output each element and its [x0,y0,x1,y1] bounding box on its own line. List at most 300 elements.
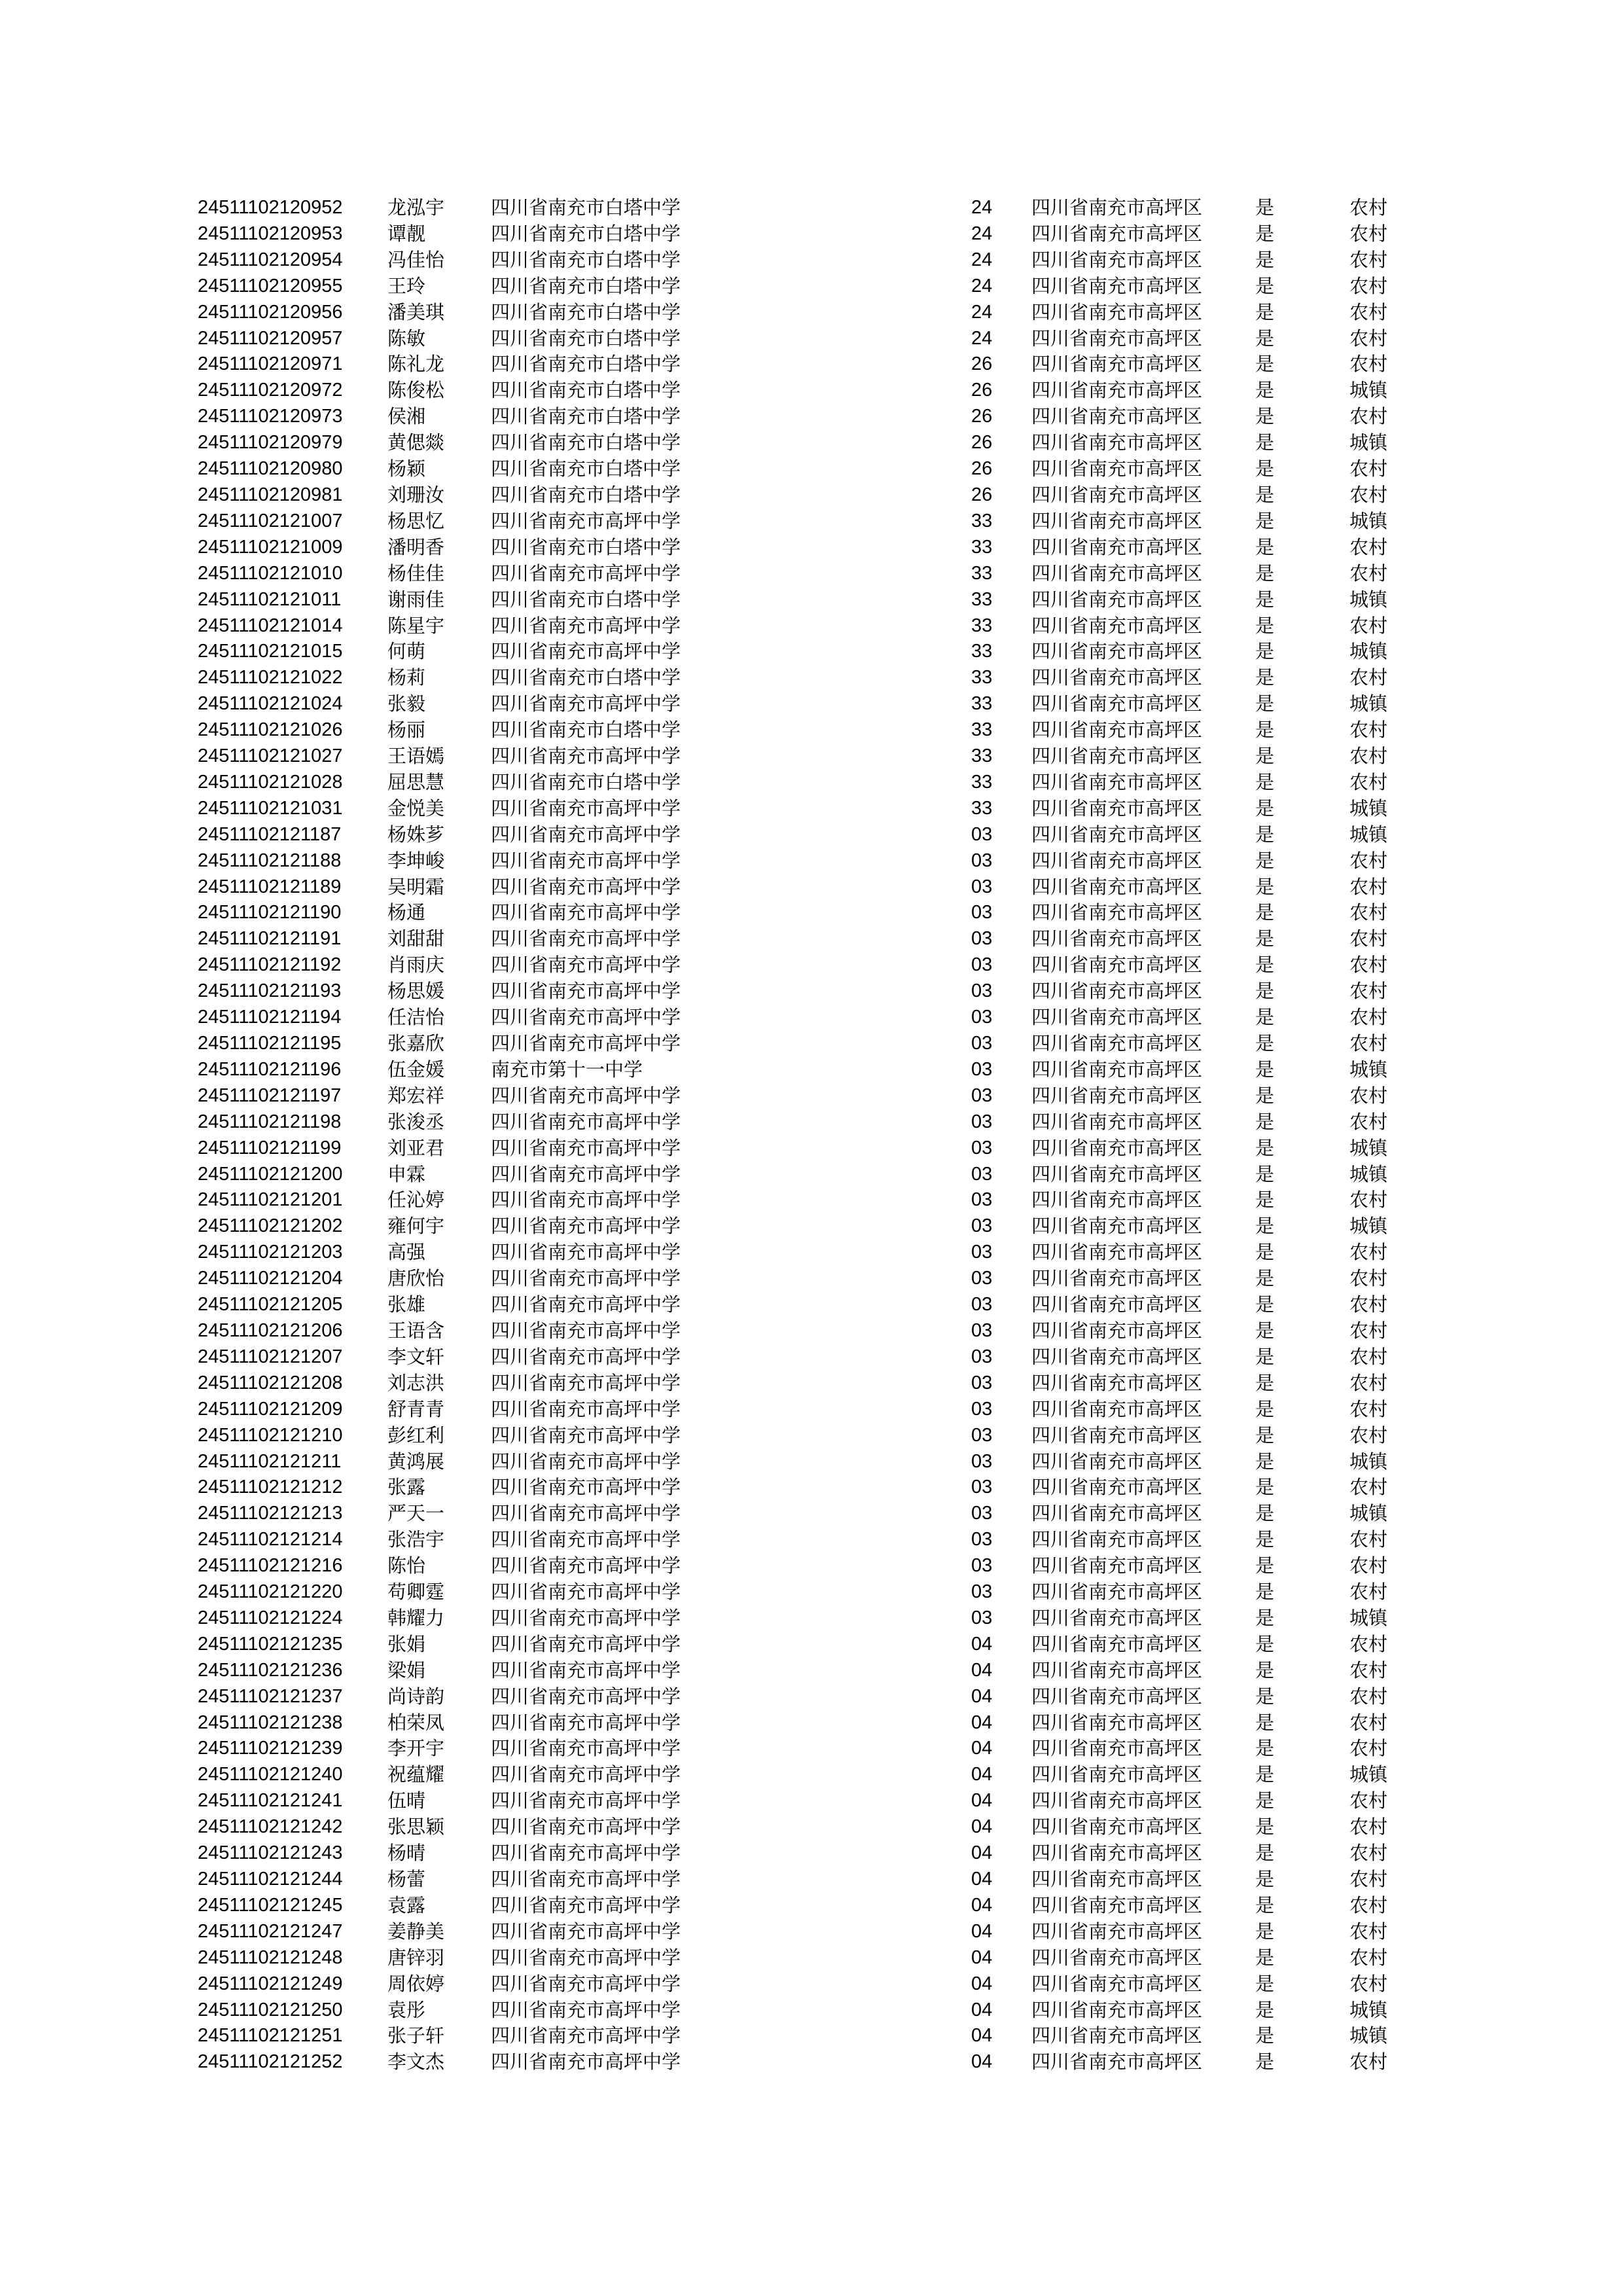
region-cell: 四川省南充市高坪区 [1031,1371,1203,1394]
residence-type-cell: 农村 [1349,1868,1388,1890]
student-name-cell: 伍晴 [387,1789,426,1812]
student-id-cell: 24511102121192 [198,954,342,976]
student-name-cell: 周依婷 [387,1972,445,1995]
student-id-cell: 24511102120979 [198,432,343,454]
school-cell: 四川省南充市高坪中学 [491,692,681,715]
residence-type-cell: 农村 [1349,1685,1388,1708]
region-cell: 四川省南充市高坪区 [1031,1319,1203,1342]
residence-type-cell: 城镇 [1349,2024,1388,2047]
eligibility-cell: 是 [1255,483,1275,506]
student-name-cell: 张浩宇 [387,1528,445,1551]
class-code-cell: 03 [971,1189,993,1211]
residence-type-cell: 农村 [1349,1032,1388,1054]
student-name-cell: 陈礼龙 [387,353,445,376]
student-name-cell: 龙泓宇 [387,196,445,219]
table-row [198,1658,1428,1684]
table-row [198,1292,1428,1318]
eligibility-cell: 是 [1255,535,1275,558]
class-code-cell: 03 [971,1294,993,1316]
school-cell: 四川省南充市高坪中学 [491,1946,681,1969]
region-cell: 四川省南充市高坪区 [1031,1397,1203,1420]
school-cell: 四川省南充市高坪中学 [491,1476,681,1499]
class-code-cell: 26 [971,458,993,480]
student-id-cell: 24511102121250 [198,1999,343,2020]
class-code-cell: 33 [971,641,993,662]
class-code-cell: 04 [971,1894,993,1916]
school-cell: 四川省南充市高坪中学 [491,1920,681,1943]
class-code-cell: 03 [971,980,993,1002]
table-row [198,1867,1428,1893]
residence-type-cell: 城镇 [1349,692,1388,715]
residence-type-cell: 农村 [1349,1789,1388,1812]
school-cell: 四川省南充市白塔中学 [491,457,681,480]
region-cell: 四川省南充市高坪区 [1031,327,1203,350]
eligibility-cell: 是 [1255,327,1275,350]
eligibility-cell: 是 [1255,1267,1275,1290]
student-id-cell: 24511102121211 [198,1450,342,1472]
student-name-cell: 黄鸿展 [387,1450,445,1473]
eligibility-cell: 是 [1255,875,1275,898]
table-row [198,691,1428,717]
region-cell: 四川省南充市高坪区 [1031,1606,1203,1629]
region-cell: 四川省南充市高坪区 [1031,2024,1203,2047]
residence-type-cell: 农村 [1349,1581,1388,1604]
eligibility-cell: 是 [1255,666,1275,689]
student-name-cell: 李开宇 [387,1737,445,1760]
table-row [198,1632,1428,1658]
residence-type-cell: 农村 [1349,1267,1388,1290]
eligibility-cell: 是 [1255,1345,1275,1368]
student-id-cell: 24511102120980 [198,458,343,480]
class-code-cell: 03 [971,1085,993,1106]
table-row [198,1266,1428,1292]
table-row [198,874,1428,901]
region-cell: 四川省南充市高坪区 [1031,1972,1203,1995]
residence-type-cell: 农村 [1349,901,1388,924]
class-code-cell: 04 [971,1999,993,2020]
student-id-cell: 24511102120957 [198,327,343,349]
student-name-cell: 彭红利 [387,1424,445,1446]
student-name-cell: 谢雨佳 [387,588,445,611]
eligibility-cell: 是 [1255,770,1275,793]
student-id-cell: 24511102120971 [198,353,343,375]
region-cell: 四川省南充市高坪区 [1031,614,1203,637]
eligibility-cell: 是 [1255,405,1275,428]
school-cell: 四川省南充市白塔中学 [491,248,681,271]
school-cell: 四川省南充市高坪中学 [491,797,681,819]
school-cell: 四川省南充市高坪中学 [491,2051,681,2073]
student-id-cell: 24511102121220 [198,1581,343,1603]
region-cell: 四川省南充市高坪区 [1031,1685,1203,1708]
student-name-cell: 杨蕾 [387,1868,426,1890]
school-cell: 四川省南充市高坪中学 [491,1345,681,1368]
region-cell: 四川省南充市高坪区 [1031,1528,1203,1551]
residence-type-cell: 农村 [1349,300,1388,323]
residence-type-cell: 农村 [1349,1189,1388,1211]
residence-type-cell: 农村 [1349,1371,1388,1394]
table-row [198,195,1428,221]
class-code-cell: 03 [971,1477,993,1498]
student-id-cell: 24511102121203 [198,1242,343,1263]
table-row [198,900,1428,926]
residence-type-cell: 农村 [1349,770,1388,793]
student-name-cell: 谭靓 [387,222,426,245]
student-name-cell: 杨姝芗 [387,823,445,846]
table-row [198,378,1428,404]
student-name-cell: 唐欣怡 [387,1267,445,1290]
region-cell: 四川省南充市高坪区 [1031,1946,1203,1969]
student-id-cell: 24511102121214 [198,1529,343,1551]
student-name-cell: 舒青青 [387,1397,445,1420]
residence-type-cell: 农村 [1349,483,1388,506]
table-row [198,1736,1428,1762]
eligibility-cell: 是 [1255,692,1275,715]
student-id-cell: 24511102121247 [198,1920,343,1942]
student-name-cell: 申霖 [387,1162,426,1185]
class-code-cell: 33 [971,562,993,584]
class-code-cell: 03 [971,1424,993,1446]
student-name-cell: 陈敏 [387,327,426,350]
residence-type-cell: 农村 [1349,1659,1388,1681]
class-code-cell: 03 [971,928,993,950]
region-cell: 四川省南充市高坪区 [1031,1293,1203,1316]
student-id-cell: 24511102121235 [198,1633,343,1655]
table-row [198,1998,1428,2024]
region-cell: 四川省南充市高坪区 [1031,797,1203,819]
class-code-cell: 03 [971,1268,993,1289]
region-cell: 四川省南充市高坪区 [1031,248,1203,271]
table-row [198,665,1428,691]
region-cell: 四川省南充市高坪区 [1031,2051,1203,2073]
eligibility-cell: 是 [1255,1502,1275,1525]
table-row [198,926,1428,952]
class-code-cell: 04 [971,1869,993,1890]
class-code-cell: 03 [971,1242,993,1263]
student-id-cell: 24511102121242 [198,1816,343,1838]
class-code-cell: 03 [971,1163,993,1185]
residence-type-cell: 城镇 [1349,431,1388,454]
eligibility-cell: 是 [1255,1554,1275,1577]
student-name-cell: 任沁婷 [387,1189,445,1211]
class-code-cell: 24 [971,249,993,270]
eligibility-cell: 是 [1255,2051,1275,2073]
class-code-cell: 33 [971,745,993,767]
table-row [198,1005,1428,1031]
school-cell: 四川省南充市高坪中学 [491,1032,681,1054]
residence-type-cell: 农村 [1349,1345,1388,1368]
class-code-cell: 04 [971,1946,993,1968]
school-cell: 四川省南充市高坪中学 [491,1293,681,1316]
class-code-cell: 03 [971,1503,993,1524]
school-cell: 四川省南充市高坪中学 [491,823,681,846]
student-name-cell: 张露 [387,1476,426,1499]
region-cell: 四川省南充市高坪区 [1031,353,1203,376]
student-id-cell: 24511102121014 [198,615,343,636]
residence-type-cell: 农村 [1349,1397,1388,1420]
eligibility-cell: 是 [1255,1893,1275,1916]
student-id-cell: 24511102121248 [198,1946,343,1968]
student-name-cell: 陈星宇 [387,614,445,637]
eligibility-cell: 是 [1255,431,1275,454]
region-cell: 四川省南充市高坪区 [1031,770,1203,793]
school-cell: 四川省南充市高坪中学 [491,849,681,872]
school-cell: 四川省南充市高坪中学 [491,1685,681,1708]
school-cell: 四川省南充市高坪中学 [491,1450,681,1473]
student-id-cell: 24511102121209 [198,1398,343,1420]
eligibility-cell: 是 [1255,797,1275,819]
class-code-cell: 33 [971,719,993,741]
class-code-cell: 03 [971,1033,993,1054]
student-name-cell: 肖雨庆 [387,954,445,977]
student-id-cell: 24511102121243 [198,1842,343,1864]
class-code-cell: 33 [971,588,993,610]
residence-type-cell: 农村 [1349,980,1388,1003]
table-row [198,221,1428,247]
student-name-cell: 杨思媛 [387,980,445,1003]
table-row [198,1031,1428,1057]
residence-type-cell: 城镇 [1349,1763,1388,1786]
region-cell: 四川省南充市高坪区 [1031,1842,1203,1865]
eligibility-cell: 是 [1255,196,1275,219]
residence-type-cell: 农村 [1349,1476,1388,1499]
student-name-cell: 李文杰 [387,2051,445,2073]
school-cell: 四川省南充市白塔中学 [491,274,681,297]
residence-type-cell: 城镇 [1349,797,1388,819]
student-name-cell: 苟卿霆 [387,1581,445,1604]
table-row [198,1553,1428,1579]
table-row [198,717,1428,744]
table-row [198,1136,1428,1162]
eligibility-cell: 是 [1255,1110,1275,1133]
eligibility-cell: 是 [1255,614,1275,637]
student-name-cell: 杨佳佳 [387,562,445,584]
school-cell: 四川省南充市高坪中学 [491,980,681,1003]
student-id-cell: 24511102121212 [198,1477,343,1498]
class-code-cell: 03 [971,1372,993,1393]
table-row [198,1109,1428,1136]
region-cell: 四川省南充市高坪区 [1031,849,1203,872]
eligibility-cell: 是 [1255,588,1275,611]
class-code-cell: 33 [971,615,993,636]
class-code-cell: 24 [971,301,993,323]
residence-type-cell: 农村 [1349,405,1388,428]
eligibility-cell: 是 [1255,1032,1275,1054]
student-name-cell: 袁彤 [387,1998,426,2021]
school-cell: 四川省南充市高坪中学 [491,1110,681,1133]
class-code-cell: 03 [971,1319,993,1341]
school-cell: 四川省南充市白塔中学 [491,353,681,376]
class-code-cell: 04 [971,1685,993,1707]
student-name-cell: 张娟 [387,1632,426,1655]
residence-type-cell: 农村 [1349,1816,1388,1839]
student-id-cell: 24511102121216 [198,1555,343,1577]
student-name-cell: 张思颖 [387,1816,445,1839]
student-id-cell: 24511102121224 [198,1607,343,1628]
eligibility-cell: 是 [1255,1972,1275,1995]
student-name-cell: 陈怡 [387,1554,426,1577]
class-code-cell: 26 [971,484,993,505]
residence-type-cell: 城镇 [1349,509,1388,532]
class-code-cell: 03 [971,954,993,976]
table-row [198,1710,1428,1736]
table-row [198,1684,1428,1710]
student-name-cell: 刘亚君 [387,1136,445,1159]
student-id-cell: 24511102121194 [198,1007,342,1028]
table-row [198,2023,1428,2049]
residence-type-cell: 农村 [1349,1006,1388,1029]
table-row [198,274,1428,300]
school-cell: 四川省南充市高坪中学 [491,1659,681,1681]
region-cell: 四川省南充市高坪区 [1031,1868,1203,1890]
school-cell: 四川省南充市高坪中学 [491,1397,681,1420]
residence-type-cell: 城镇 [1349,1058,1388,1081]
school-cell: 四川省南充市白塔中学 [491,588,681,611]
eligibility-cell: 是 [1255,719,1275,742]
school-cell: 四川省南充市高坪中学 [491,1424,681,1446]
region-cell: 四川省南充市高坪区 [1031,1136,1203,1159]
table-row [198,1318,1428,1344]
table-row [198,1083,1428,1109]
school-cell: 四川省南充市高坪中学 [491,1606,681,1629]
eligibility-cell: 是 [1255,1659,1275,1681]
region-cell: 四川省南充市高坪区 [1031,483,1203,506]
eligibility-cell: 是 [1255,509,1275,532]
residence-type-cell: 农村 [1349,1632,1388,1655]
table-row [198,247,1428,274]
residence-type-cell: 农村 [1349,1554,1388,1577]
class-code-cell: 26 [971,406,993,427]
student-id-cell: 24511102121191 [198,928,342,950]
class-code-cell: 04 [971,2025,993,2047]
region-cell: 四川省南充市高坪区 [1031,692,1203,715]
school-cell: 四川省南充市高坪中学 [491,1084,681,1107]
student-name-cell: 祝蕴耀 [387,1763,445,1786]
class-code-cell: 03 [971,850,993,871]
class-code-cell: 33 [971,693,993,715]
eligibility-cell: 是 [1255,1737,1275,1760]
class-code-cell: 04 [971,1790,993,1812]
table-row [198,2049,1428,2075]
school-cell: 四川省南充市高坪中学 [491,1189,681,1211]
region-cell: 四川省南充市高坪区 [1031,1084,1203,1107]
region-cell: 四川省南充市高坪区 [1031,535,1203,558]
eligibility-cell: 是 [1255,1084,1275,1107]
residence-type-cell: 农村 [1349,1737,1388,1760]
table-row [198,1605,1428,1632]
residence-type-cell: 农村 [1349,1920,1388,1943]
student-name-cell: 冯佳怡 [387,248,445,271]
region-cell: 四川省南充市高坪区 [1031,1998,1203,2021]
student-id-cell: 24511102121201 [198,1189,343,1211]
student-name-cell: 王玲 [387,274,426,297]
student-name-cell: 张嘉欣 [387,1032,445,1054]
table-row [198,1814,1428,1840]
school-cell: 四川省南充市白塔中学 [491,770,681,793]
student-name-cell: 刘珊汝 [387,483,445,506]
table-row [198,482,1428,509]
student-name-cell: 袁露 [387,1893,426,1916]
table-row [198,1762,1428,1788]
class-code-cell: 33 [971,771,993,793]
table-row [198,535,1428,561]
class-code-cell: 33 [971,667,993,689]
student-id-cell: 24511102121207 [198,1346,343,1367]
residence-type-cell: 农村 [1349,562,1388,584]
region-cell: 四川省南充市高坪区 [1031,1162,1203,1185]
eligibility-cell: 是 [1255,980,1275,1003]
student-id-cell: 24511102121238 [198,1712,343,1733]
residence-type-cell: 农村 [1349,614,1388,637]
school-cell: 四川省南充市高坪中学 [491,954,681,977]
eligibility-cell: 是 [1255,1319,1275,1342]
class-code-cell: 03 [971,1111,993,1132]
table-row [198,1501,1428,1527]
student-name-cell: 伍金媛 [387,1058,445,1081]
eligibility-cell: 是 [1255,1450,1275,1473]
student-name-cell: 王语嫣 [387,745,445,768]
residence-type-cell: 农村 [1349,745,1388,768]
residence-type-cell: 农村 [1349,1946,1388,1969]
eligibility-cell: 是 [1255,379,1275,402]
student-name-cell: 刘甜甜 [387,927,445,950]
region-cell: 四川省南充市高坪区 [1031,875,1203,898]
region-cell: 四川省南充市高坪区 [1031,1267,1203,1290]
school-cell: 四川省南充市高坪中学 [491,1972,681,1995]
region-cell: 四川省南充市高坪区 [1031,1189,1203,1211]
residence-type-cell: 农村 [1349,327,1388,350]
table-row [198,744,1428,770]
region-cell: 四川省南充市高坪区 [1031,1632,1203,1655]
eligibility-cell: 是 [1255,1528,1275,1551]
class-code-cell: 03 [971,1398,993,1420]
student-name-cell: 高强 [387,1241,426,1264]
student-id-cell: 24511102120955 [198,275,343,296]
student-id-cell: 24511102121011 [198,588,342,610]
school-cell: 四川省南充市高坪中学 [491,1632,681,1655]
school-cell: 四川省南充市高坪中学 [491,1998,681,2021]
residence-type-cell: 农村 [1349,1241,1388,1264]
school-cell: 四川省南充市高坪中学 [491,927,681,950]
region-cell: 四川省南充市高坪区 [1031,1058,1203,1081]
table-row [198,770,1428,796]
table-row [198,1840,1428,1867]
student-id-cell: 24511102120981 [198,484,343,505]
residence-type-cell: 农村 [1349,222,1388,245]
residence-type-cell: 城镇 [1349,1606,1388,1629]
region-cell: 四川省南充市高坪区 [1031,927,1203,950]
school-cell: 四川省南充市高坪中学 [491,1711,681,1734]
school-cell: 四川省南充市高坪中学 [491,1528,681,1551]
region-cell: 四川省南充市高坪区 [1031,300,1203,323]
region-cell: 四川省南充市高坪区 [1031,719,1203,742]
residence-type-cell: 农村 [1349,875,1388,898]
student-id-cell: 24511102121239 [198,1738,343,1759]
class-code-cell: 03 [971,1450,993,1472]
eligibility-cell: 是 [1255,1946,1275,1969]
residence-type-cell: 农村 [1349,457,1388,480]
eligibility-cell: 是 [1255,1789,1275,1812]
residence-type-cell: 农村 [1349,1528,1388,1551]
school-cell: 四川省南充市高坪中学 [491,875,681,898]
student-name-cell: 梁娟 [387,1659,426,1681]
residence-type-cell: 城镇 [1349,640,1388,663]
student-id-cell: 24511102121252 [198,2051,343,2073]
residence-type-cell: 农村 [1349,1711,1388,1734]
student-name-cell: 柏荣凤 [387,1711,445,1734]
class-code-cell: 03 [971,1555,993,1577]
student-name-cell: 张雄 [387,1293,426,1316]
table-row [198,1919,1428,1945]
